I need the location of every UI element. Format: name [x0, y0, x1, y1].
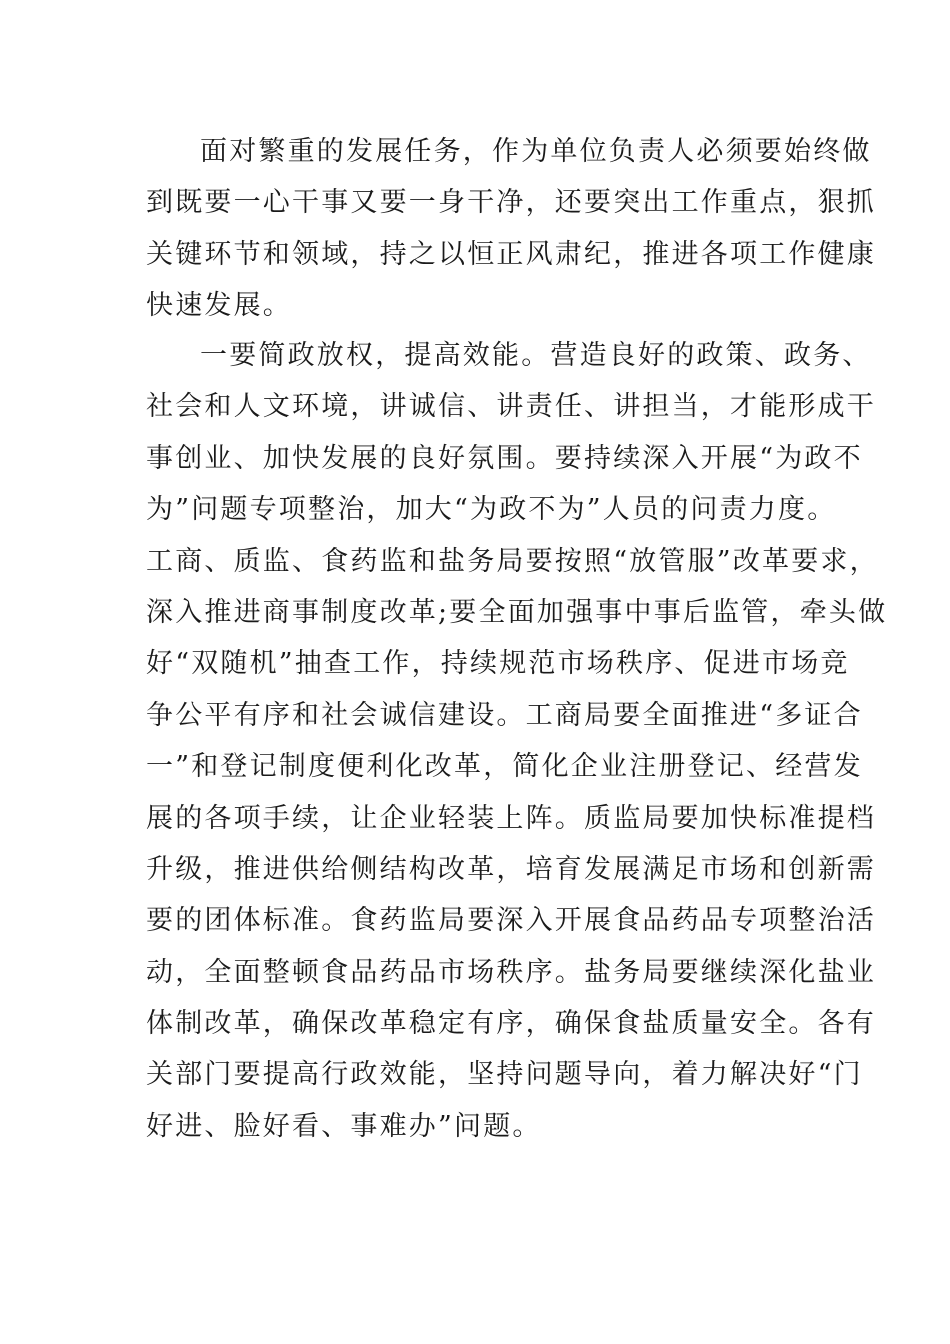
paragraph-line: 争公平有序和社会诚信建设。工商局要全面推进“多证合: [146, 699, 863, 731]
paragraph-line: 快速发展。: [146, 290, 292, 322]
paragraph-line: 面对繁重的发展任务，作为单位负责人必须要始终做: [200, 136, 872, 167]
paragraph-line: 体制改革，确保改革稳定有序，确保食盐质量安全。各有: [146, 1008, 876, 1040]
paragraph-line: 升级，推进供给侧结构改革，培育发展满足市场和创新需: [146, 853, 876, 885]
paragraph-line: 关部门要提高行政效能，坚持问题导向，着力解决好“门: [146, 1059, 863, 1091]
paragraph-line: 深入推进商事制度改革;要全面加强事中事后监管，牵头做: [146, 596, 888, 628]
paragraph-1: [146, 126, 876, 332]
paragraph-line: 一”和登记制度便利化改革，简化企业注册登记、经营发: [146, 751, 863, 783]
paragraph-line: 好进、脸好看、事难办”问题。: [146, 1110, 542, 1142]
paragraph-line: 社会和人文环境，讲诚信、讲责任、讲担当，才能形成干: [146, 391, 876, 423]
paragraph-line: 工商、质监、食药监和盐务局要按照“放管服”改革要求，: [146, 545, 879, 577]
paragraph-line: 关键环节和领域，持之以恒正风肃纪，推进各项工作健康: [146, 238, 876, 270]
paragraph-2: [146, 330, 888, 1152]
paragraph-line: 动，全面整顿食品药品市场秩序。盐务局要继续深化盐业: [146, 956, 876, 988]
paragraph-line: 展的各项手续，让企业轻装上阵。质监局要加快标准提档: [146, 802, 876, 834]
paragraph-line: 到既要一心干事又要一身干净，还要突出工作重点，狠抓: [146, 187, 876, 219]
paragraph-line: 一要简政放权，提高效能。营造良好的政策、政务、: [200, 340, 872, 371]
paragraph-line: 要的团体标准。食药监局要深入开展食品药品专项整治活: [146, 905, 876, 937]
paragraph-line: 事创业、加快发展的良好氛围。要持续深入开展“为政不: [146, 442, 863, 474]
paragraph-line: 为”问题专项整治，加大“为政不为”人员的问责力度。: [146, 494, 837, 526]
paragraph-line: 好“双随机”抽查工作，持续规范市场秩序、促进市场竞: [146, 648, 850, 680]
